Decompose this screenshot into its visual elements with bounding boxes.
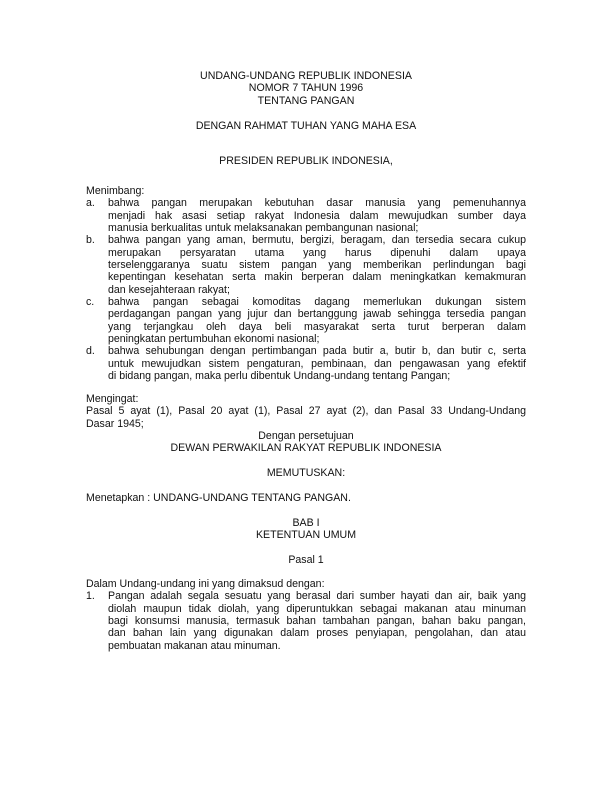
persetujuan-line: Dengan persetujuan bbox=[258, 430, 354, 442]
list-item-line: bahwa pangan sebagai komoditas dagang memerlukan dukungan sistem bbox=[108, 296, 526, 309]
menimbang-label: Menimbang: bbox=[86, 185, 145, 197]
title-line: TENTANG PANGAN bbox=[257, 94, 355, 107]
list-item-line: kepentingan kesehatan serta makin berperan dalam meningkatkan kemakmuran bbox=[108, 271, 526, 284]
title-line: NOMOR 7 TAHUN 1996 bbox=[248, 82, 364, 95]
list-item bbox=[86, 345, 526, 382]
list-item-line: menjadi hak asasi setiap rakyat Indonesia dalam mewujudkan sumber daya bbox=[108, 209, 526, 222]
list-item bbox=[86, 296, 526, 345]
pasal-heading: Pasal 1 bbox=[288, 554, 324, 566]
document-title bbox=[86, 70, 526, 107]
persetujuan-line: DEWAN PERWAKILAN RAKYAT REPUBLIK INDONESIA bbox=[170, 442, 442, 455]
list-item-line: yang terjangkau oleh daya beli masyarakat serta turut berperan dalam bbox=[108, 320, 526, 333]
definisi-section bbox=[86, 578, 526, 652]
list-item-line: dan bahan lain yang digunakan dalam proses penyiapan, pengolahan, dan atau bbox=[108, 627, 526, 640]
president-heading: PRESIDEN REPUBLIK INDONESIA, bbox=[219, 155, 393, 167]
list-item-line: merupakan persyaratan utama yang harus dipenuhi dalam upaya bbox=[108, 246, 526, 259]
list-marker: d. bbox=[86, 345, 95, 358]
mengingat-line: Pasal 5 ayat (1), Pasal 20 ayat (1), Pasal 27 ayat (2), dan Pasal 33 Undang-Undang bbox=[86, 405, 526, 418]
list-item-line: peningkatan pertumbuhan ekonomi nasional; bbox=[108, 333, 320, 346]
title-line: UNDANG-UNDANG REPUBLIK INDONESIA bbox=[200, 70, 412, 82]
list-item bbox=[86, 197, 526, 234]
list-item-line: di bidang pangan, maka perlu dibentuk Undang-undang tentang Pangan; bbox=[108, 370, 451, 383]
list-item-line: bahwa pangan yang aman, bermutu, bergizi, beragam, dan tersedia secara cukup bbox=[108, 234, 526, 247]
list-item-line: untuk mewujudkan sistem pengaturan, pembinaan, dan pengawasan yang efektif bbox=[108, 357, 526, 370]
menimbang-section bbox=[86, 185, 526, 383]
mengingat-line: Dasar 1945; bbox=[86, 417, 144, 430]
list-item-line: manusia berkualitas untuk melaksanakan pembangunan nasional; bbox=[108, 222, 419, 235]
list-item-line: pembuatan makanan atau minuman. bbox=[108, 639, 281, 652]
list-item-line: bahwa pangan merupakan kebutuhan dasar manusia yang pemenuhannya bbox=[108, 197, 526, 210]
list-marker: c. bbox=[86, 296, 95, 309]
bab-title: KETENTUAN UMUM bbox=[255, 529, 357, 542]
menetapkan-line: Menetapkan : UNDANG-UNDANG TENTANG PANGAN. bbox=[86, 492, 351, 504]
list-item-line: diolah maupun tidak diolah, yang diperuntukkan sebagai makanan atau minuman bbox=[108, 602, 526, 615]
list-item-line: dan kesejahteraan rakyat; bbox=[108, 283, 230, 296]
list-item-line: bagi konsumsi manusia, termasuk bahan tambahan pangan, bahan baku pangan, bbox=[108, 615, 526, 628]
bab-number: BAB I bbox=[292, 517, 320, 529]
list-item bbox=[86, 234, 526, 296]
list-item-line: bahwa sehubungan dengan pertimbangan pada butir a, butir b, dan butir c, serta bbox=[108, 345, 526, 358]
persetujuan bbox=[86, 430, 526, 455]
list-marker: 1. bbox=[86, 590, 95, 603]
list-marker: b. bbox=[86, 234, 95, 247]
definisi-intro: Dalam Undang-undang ini yang dimaksud dengan: bbox=[86, 578, 325, 590]
list-item-line: perdagangan pangan yang jujur dan bertanggung jawab sehingga tersedia pangan bbox=[108, 308, 526, 321]
list-item bbox=[86, 590, 526, 652]
mengingat-label: Mengingat: bbox=[86, 393, 139, 405]
memutuskan-heading: MEMUTUSKAN: bbox=[266, 467, 346, 479]
list-item-line: Pangan adalah segala sesuatu yang berasal dari sumber hayati dan air, baik yang bbox=[108, 590, 526, 603]
list-marker: a. bbox=[86, 197, 95, 210]
list-item-line: terselenggaranya suatu sistem pangan yang memberikan perlindungan bagi bbox=[108, 259, 526, 272]
invocation: DENGAN RAHMAT TUHAN YANG MAHA ESA bbox=[195, 120, 417, 132]
mengingat-section bbox=[86, 393, 526, 430]
bab-heading bbox=[86, 517, 526, 542]
